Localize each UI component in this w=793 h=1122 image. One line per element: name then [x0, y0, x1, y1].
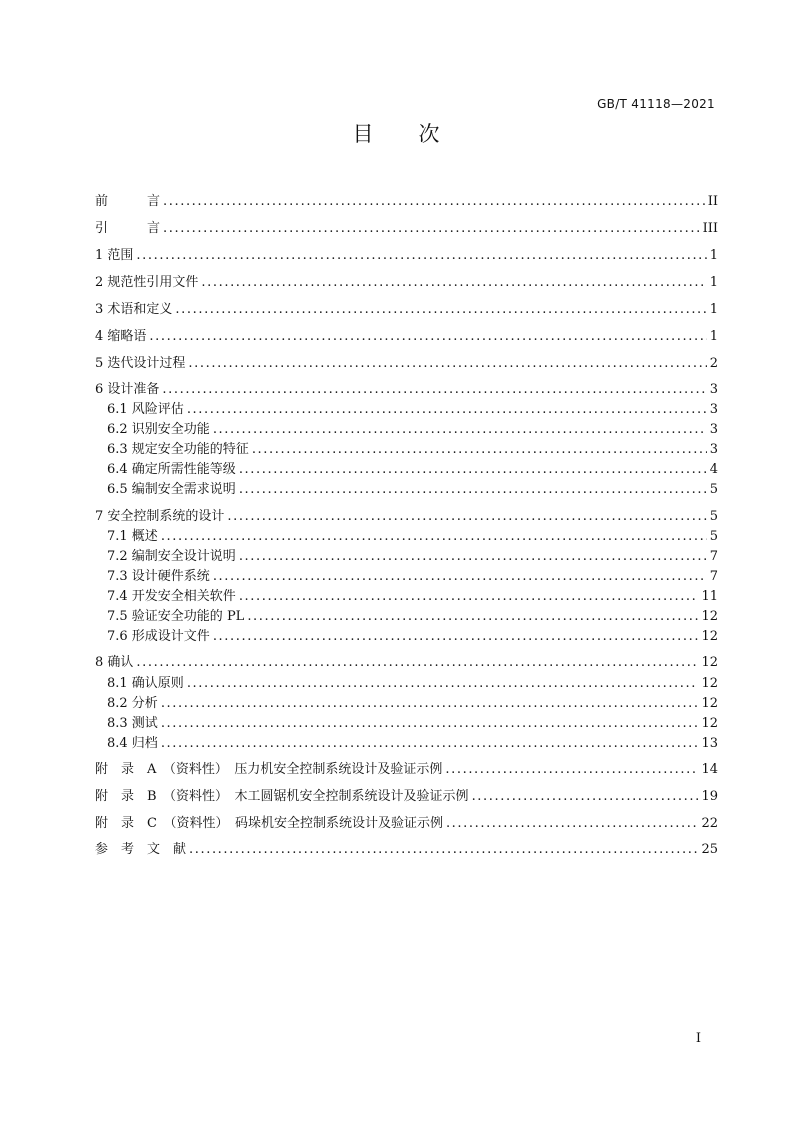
- toc-dot-leader: [227, 508, 706, 526]
- toc-entry-label: 附 录 B （资料性） 木工圆锯机安全控制系统设计及验证示例: [95, 789, 469, 804]
- toc-entry-label: 2 规范性引用文件: [95, 275, 199, 290]
- toc-entry-page: 1: [709, 275, 718, 290]
- toc-entry-label: 6.3 规定安全功能的特征: [107, 442, 249, 457]
- toc-entry-page: III: [702, 221, 718, 236]
- standard-code: GB/T 41118—2021: [597, 97, 715, 111]
- toc-entry-label: 6.4 确定所需性能等级: [107, 462, 236, 477]
- toc-entry[interactable]: [107, 548, 718, 566]
- toc-dot-leader: [239, 588, 699, 606]
- toc-entry-label: 参 考 文 献: [95, 842, 187, 857]
- toc-entry-page: 7: [709, 549, 718, 564]
- toc-entry-label: 6.5 编制安全需求说明: [107, 482, 236, 497]
- toc-entry-page: 12: [701, 629, 718, 644]
- toc-entry-label: 7 安全控制系统的设计: [95, 509, 225, 524]
- toc-dot-leader: [187, 675, 699, 693]
- toc-entry[interactable]: [107, 588, 718, 606]
- toc-entry-label: 7.4 开发安全相关软件: [107, 589, 236, 604]
- toc-entry-page: 2: [709, 356, 718, 371]
- toc-entry-label: 6.1 风险评估: [107, 402, 184, 417]
- toc-entry-page: 3: [709, 422, 718, 437]
- toc-entry[interactable]: [95, 788, 718, 806]
- toc-entry-label: 7.1 概述: [107, 529, 158, 544]
- page-title: 目 次: [352, 122, 441, 146]
- toc-dot-leader: [445, 761, 698, 779]
- toc-entry[interactable]: [107, 568, 718, 586]
- toc-entry-page: 12: [701, 609, 718, 624]
- toc-entry-page: 12: [701, 716, 718, 731]
- toc-entry[interactable]: [95, 247, 718, 265]
- toc-entry[interactable]: [107, 628, 718, 646]
- toc-entry-label: 6 设计准备: [95, 382, 160, 397]
- page-number: I: [695, 1031, 701, 1046]
- toc-entry[interactable]: [107, 608, 718, 626]
- toc-entry-page: 3: [709, 382, 718, 397]
- toc-entry-page: 7: [709, 569, 718, 584]
- toc-entry-page: 12: [701, 676, 718, 691]
- toc-entry[interactable]: [107, 441, 718, 459]
- toc-entry-label: 6.2 识别安全功能: [107, 422, 210, 437]
- toc-entry[interactable]: [95, 761, 718, 779]
- toc-entry-page: 11: [701, 589, 718, 604]
- table-of-contents: [95, 0, 718, 1122]
- toc-dot-leader: [213, 568, 707, 586]
- toc-entry[interactable]: [95, 654, 718, 672]
- toc-dot-leader: [472, 788, 699, 806]
- toc-entry-label: 3 术语和定义: [95, 302, 173, 317]
- toc-entry-page: II: [707, 194, 718, 209]
- toc-dot-leader: [161, 695, 699, 713]
- toc-entry-label: 4 缩略语: [95, 329, 147, 344]
- toc-dot-leader: [239, 548, 707, 566]
- toc-dot-leader: [187, 401, 707, 419]
- toc-dot-leader: [446, 815, 699, 833]
- toc-entry-label: 8.3 测试: [107, 716, 158, 731]
- toc-entry-page: 1: [709, 248, 718, 263]
- toc-entry-label: 附 录 C （资料性） 码垛机安全控制系统设计及验证示例: [95, 816, 443, 831]
- toc-dot-leader: [201, 274, 706, 292]
- toc-entry[interactable]: [107, 401, 718, 419]
- toc-entry[interactable]: [107, 675, 718, 693]
- toc-dot-leader: [213, 421, 707, 439]
- toc-entry-page: 19: [701, 789, 718, 804]
- toc-entry[interactable]: [107, 528, 718, 546]
- toc-entry-label: 7.3 设计硬件系统: [107, 569, 210, 584]
- toc-entry-label: 8.1 确认原则: [107, 676, 184, 691]
- toc-entry-label: 8 确认: [95, 655, 134, 670]
- toc-dot-leader: [188, 355, 706, 373]
- toc-entry[interactable]: [95, 815, 718, 833]
- toc-entry-page: 5: [709, 482, 718, 497]
- toc-entry[interactable]: [107, 481, 718, 499]
- toc-entry-page: 4: [709, 462, 718, 477]
- toc-entry-page: 1: [709, 329, 718, 344]
- toc-entry[interactable]: [95, 841, 718, 859]
- toc-dot-leader: [136, 247, 706, 265]
- toc-entry-label: 5 迭代设计过程: [95, 356, 186, 371]
- toc-entry-page: 25: [701, 842, 718, 857]
- toc-entry-label: 8.4 归档: [107, 736, 158, 751]
- toc-entry-page: 5: [709, 529, 718, 544]
- toc-entry-page: 12: [701, 655, 718, 670]
- toc-entry[interactable]: [95, 301, 718, 319]
- toc-entry-label: 8.2 分析: [107, 696, 158, 711]
- toc-entry-page: 3: [709, 402, 718, 417]
- toc-entry[interactable]: [95, 193, 718, 211]
- toc-entry-page: 14: [701, 762, 718, 777]
- toc-entry-page: 12: [701, 696, 718, 711]
- toc-entry[interactable]: [107, 695, 718, 713]
- toc-dot-leader: [161, 735, 699, 753]
- toc-entry-label: 7.6 形成设计文件: [107, 629, 210, 644]
- toc-dot-leader: [189, 841, 698, 859]
- toc-entry-page: 3: [709, 442, 718, 457]
- toc-dot-leader: [175, 301, 706, 319]
- toc-entry-page: 5: [709, 509, 718, 524]
- toc-entry-page: 13: [701, 736, 718, 751]
- toc-entry-label: 1 范围: [95, 248, 134, 263]
- toc-entry[interactable]: [95, 220, 718, 238]
- toc-dot-leader: [149, 328, 706, 346]
- toc-entry-label: 引 言: [95, 221, 161, 236]
- toc-dot-leader: [252, 441, 707, 459]
- toc-dot-leader: [247, 608, 698, 626]
- toc-entry-page: 1: [709, 302, 718, 317]
- toc-entry[interactable]: [95, 274, 718, 292]
- toc-dot-leader: [239, 461, 707, 479]
- toc-entry[interactable]: [107, 735, 718, 753]
- toc-entry[interactable]: [107, 421, 718, 439]
- toc-dot-leader: [162, 381, 706, 399]
- toc-dot-leader: [161, 528, 707, 546]
- toc-entry[interactable]: [95, 355, 718, 373]
- toc-entry-label: 前 言: [95, 194, 161, 209]
- toc-entry-page: 22: [701, 816, 718, 831]
- toc-entry-label: 7.5 验证安全功能的 PL: [107, 609, 245, 624]
- toc-dot-leader: [136, 654, 698, 672]
- toc-entry[interactable]: [95, 508, 718, 526]
- toc-dot-leader: [213, 628, 699, 646]
- toc-dot-leader: [163, 193, 705, 211]
- toc-entry[interactable]: [107, 715, 718, 733]
- toc-entry-label: 7.2 编制安全设计说明: [107, 549, 236, 564]
- toc-dot-leader: [163, 220, 700, 238]
- toc-dot-leader: [161, 715, 699, 733]
- toc-entry[interactable]: [95, 381, 718, 399]
- toc-entry[interactable]: [107, 461, 718, 479]
- toc-entry[interactable]: [95, 328, 718, 346]
- toc-entry-label: 附 录 A （资料性） 压力机安全控制系统设计及验证示例: [95, 762, 443, 777]
- toc-dot-leader: [239, 481, 707, 499]
